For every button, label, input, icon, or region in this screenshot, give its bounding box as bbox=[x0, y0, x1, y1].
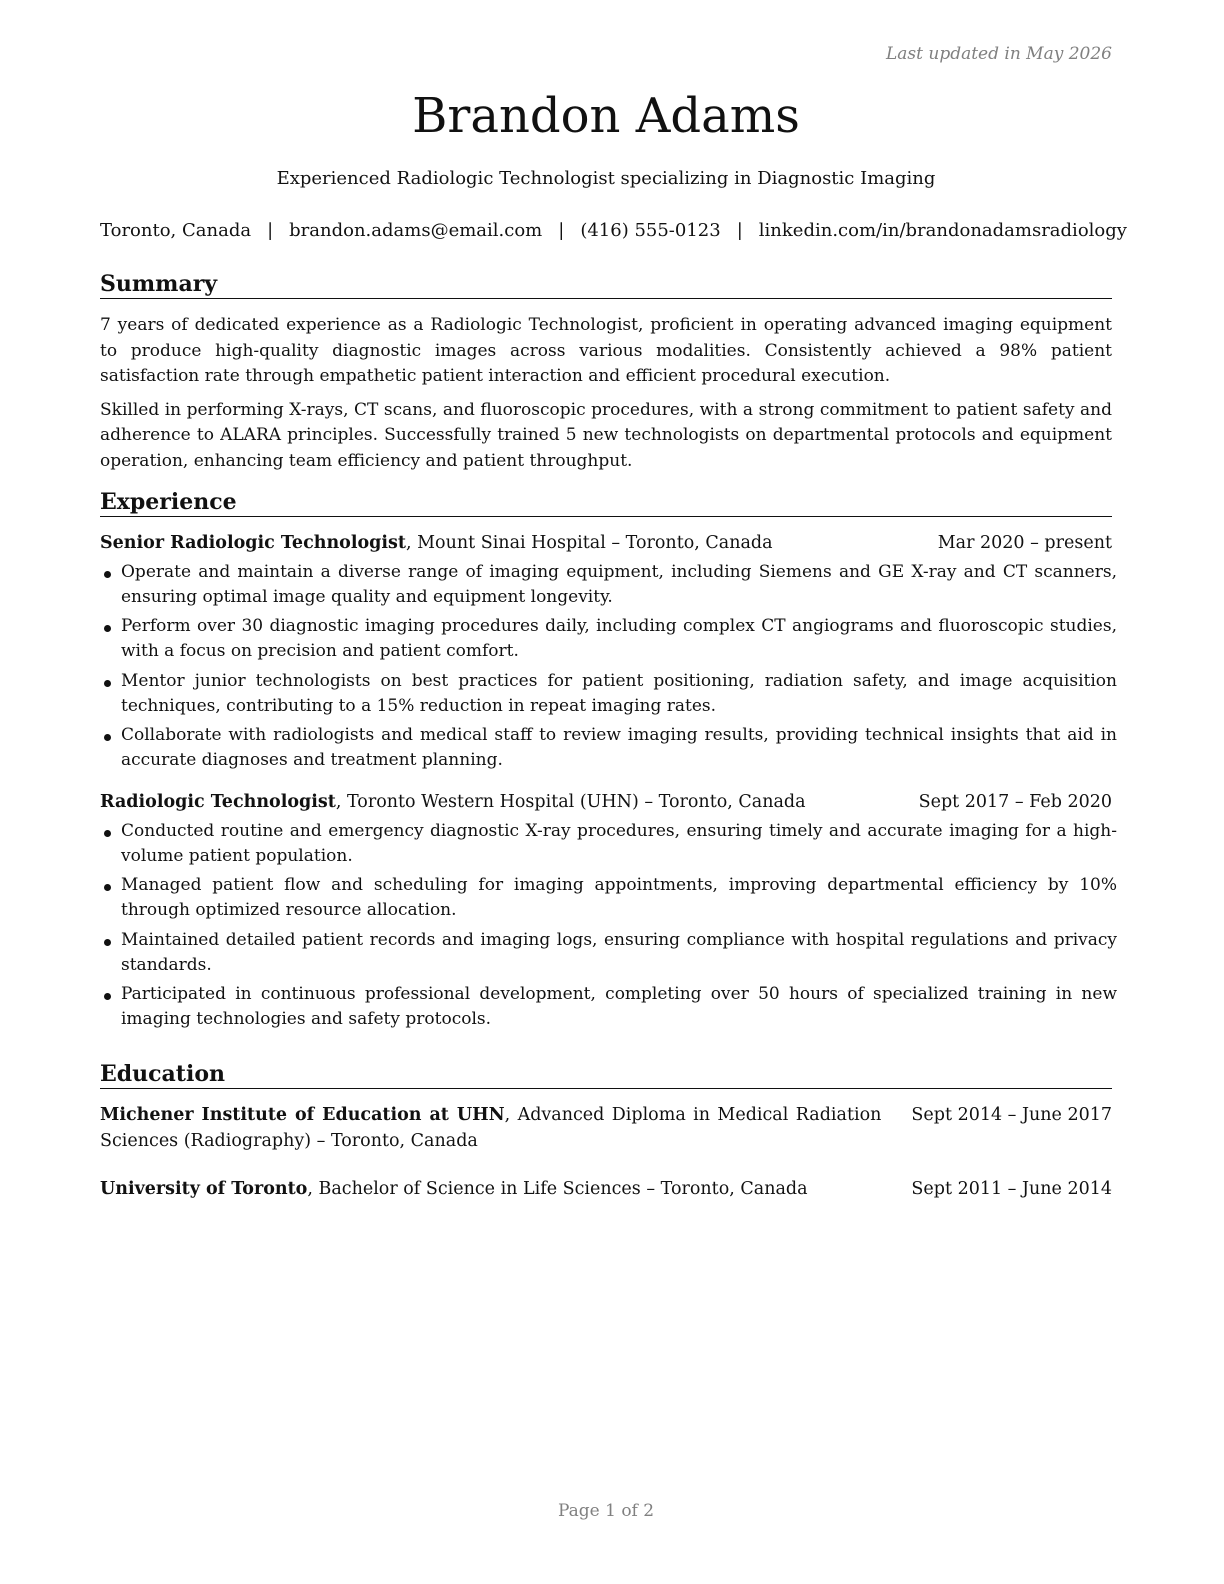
resume-page bbox=[100, 0, 1127, 1584]
summary-paragraph: 7 years of dedicated experience as a Radiologic Technologist, proficient in operating advanced imaging equipment to produce high-quality diagnostic images across various modalities. Consistently achieved a 98% patient satisfaction rate through empathetic patient interaction and efficient procedural execution. bbox=[100, 315, 1112, 386]
bullet-text: Conducted routine and emergency diagnostic X-ray procedures, ensuring timely and accurate imaging for a high-volume patient population. bbox=[121, 820, 1117, 866]
candidate-name: Brandon Adams bbox=[412, 88, 800, 144]
job-entry bbox=[100, 790, 1117, 1032]
list-item bbox=[100, 982, 1117, 1032]
job-employer: , Mount Sinai Hospital – Toronto, Canada bbox=[406, 533, 773, 553]
headline: Experienced Radiologic Technologist specializing in Diagnostic Imaging bbox=[276, 168, 936, 189]
list-item bbox=[100, 560, 1117, 610]
experience-section bbox=[100, 488, 1117, 1037]
contact-separator: | bbox=[558, 220, 565, 241]
list-item bbox=[100, 819, 1117, 869]
job-bullets bbox=[100, 819, 1117, 1033]
section-title-summary: Summary bbox=[100, 270, 1112, 299]
job-bullets bbox=[100, 560, 1117, 774]
section-title-experience: Experience bbox=[100, 488, 1112, 517]
job-role: Senior Radiologic Technologist bbox=[100, 533, 406, 553]
list-item bbox=[100, 873, 1117, 923]
summary-section bbox=[100, 270, 1112, 474]
bullet-icon bbox=[104, 734, 111, 741]
section-title-education: Education bbox=[100, 1060, 1112, 1089]
bullet-icon bbox=[104, 680, 111, 687]
education-school: University of Toronto bbox=[100, 1179, 308, 1199]
job-header bbox=[100, 531, 1112, 557]
job-entry bbox=[100, 531, 1117, 773]
job-role: Radiologic Technologist bbox=[100, 792, 336, 812]
bullet-text: Operate and maintain a diverse range of imaging equipment, including Siemens and GE X-ray and CT scanners, ensuring optimal image quality and equipment longevity. bbox=[121, 561, 1117, 607]
bullet-text: Collaborate with radiologists and medical staff to review imaging results, providing technical insights that aid in accurate diagnoses and treatment planning. bbox=[121, 725, 1117, 770]
education-dates: Sept 2011 – June 2014 bbox=[911, 1179, 1112, 1199]
job-dates: Mar 2020 – present bbox=[937, 533, 1112, 553]
bullet-text: Participated in continuous professional development, completing over 50 hours of specialized training in new imaging technologies and safety protocols. bbox=[121, 984, 1117, 1029]
bullet-icon bbox=[104, 993, 111, 1000]
education-section bbox=[100, 1060, 1112, 1203]
bullet-icon bbox=[104, 884, 111, 891]
job-employer: , Toronto Western Hospital (UHN) – Toronto, Canada bbox=[335, 792, 806, 812]
bullet-icon bbox=[104, 830, 111, 837]
contact-separator: | bbox=[267, 220, 274, 241]
bullet-text: Perform over 30 diagnostic imaging procedures daily, including complex CT angiograms and fluoroscopic studies, with a focus on precision and patient comfort. bbox=[121, 616, 1117, 661]
job-header bbox=[100, 790, 1112, 816]
bullet-text: Maintained detailed patient records and imaging logs, ensuring compliance with hospital regulations and privacy standards. bbox=[121, 929, 1117, 975]
contact-phone-link[interactable]: (416) 555-0123 bbox=[580, 220, 721, 241]
list-item bbox=[100, 723, 1117, 773]
education-entry bbox=[100, 1177, 1112, 1203]
contact-linkedin-link[interactable]: linkedin.com/in/brandonadamsradiology bbox=[758, 220, 1127, 241]
contact-email-link[interactable]: brandon.adams@email.com bbox=[289, 220, 543, 241]
bullet-icon bbox=[104, 939, 111, 946]
list-item bbox=[100, 669, 1117, 719]
contact-separator: | bbox=[736, 220, 743, 241]
job-dates: Sept 2017 – Feb 2020 bbox=[918, 792, 1112, 812]
list-item bbox=[100, 614, 1117, 664]
contact-line bbox=[100, 219, 1127, 243]
last-updated-note: Last updated in May 2026 bbox=[885, 44, 1112, 64]
bullet-icon bbox=[104, 625, 111, 632]
list-item bbox=[100, 928, 1117, 978]
bullet-icon bbox=[104, 571, 111, 578]
education-degree: , Advanced Diploma in Medical Radiation Sciences (Radiography) – Toronto, Canada bbox=[100, 1105, 882, 1151]
page-number: Page 1 of 2 bbox=[557, 1501, 655, 1521]
education-degree: , Bachelor of Science in Life Sciences – Toronto, Canada bbox=[307, 1179, 808, 1199]
bullet-text: Mentor junior technologists on best practices for patient positioning, radiation safety, and image acquisition techniques, contributing to a 15% reduction in repeat imaging rates. bbox=[121, 670, 1117, 716]
bullet-text: Managed patient flow and scheduling for imaging appointments, improving departmental efficiency by 10% through optimized resource allocation. bbox=[121, 875, 1117, 920]
contact-location: Toronto, Canada bbox=[100, 220, 252, 241]
education-entry bbox=[100, 1103, 1112, 1154]
summary-paragraph: Skilled in performing X-rays, CT scans, and fluoroscopic procedures, with a strong commitment to patient safety and adherence to ALARA principles. Successfully trained 5 new technologists on departmental protocols and equipment operation, enhancing team efficiency and patient throughput. bbox=[100, 399, 1112, 471]
education-school: Michener Institute of Education at UHN bbox=[100, 1105, 505, 1125]
education-dates: Sept 2014 – June 2017 bbox=[911, 1105, 1112, 1125]
